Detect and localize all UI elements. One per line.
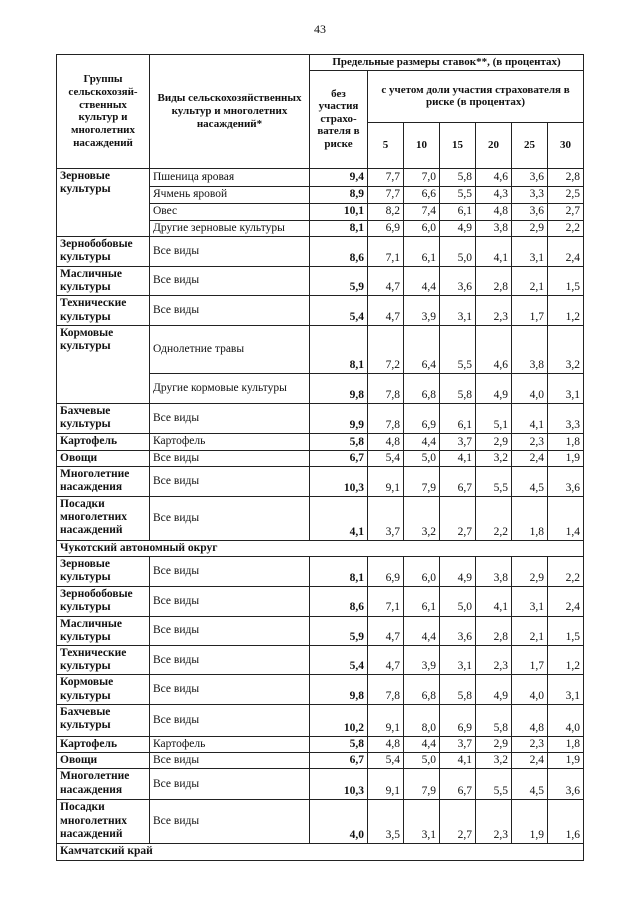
rate-with-share: 7,4 xyxy=(404,203,440,220)
rate-with-share: 6,7 xyxy=(440,466,476,496)
kind-cell: Все виды xyxy=(150,266,310,295)
rate-with-share: 2,1 xyxy=(512,616,548,645)
table-row xyxy=(57,646,584,675)
kind-cell: Все виды xyxy=(150,616,310,645)
rate-with-share: 6,8 xyxy=(404,675,440,704)
rate-with-share: 4,7 xyxy=(368,266,404,295)
share-25: 25 xyxy=(512,122,548,168)
rate-with-share: 6,1 xyxy=(440,403,476,433)
rate-with-share: 4,4 xyxy=(404,616,440,645)
rate-with-share: 2,2 xyxy=(476,496,512,540)
rate-no-share: 10,3 xyxy=(310,769,368,800)
rate-with-share: 4,3 xyxy=(476,186,512,203)
rate-with-share: 3,7 xyxy=(368,496,404,540)
rate-with-share: 3,1 xyxy=(548,675,584,704)
table-row xyxy=(57,616,584,645)
rate-with-share: 3,8 xyxy=(512,325,548,373)
rate-no-share: 4,1 xyxy=(310,496,368,540)
rate-with-share: 3,6 xyxy=(512,203,548,220)
rate-with-share: 3,1 xyxy=(512,236,548,266)
rate-with-share: 3,9 xyxy=(404,296,440,325)
table-row xyxy=(57,168,584,186)
rate-no-share: 6,7 xyxy=(310,753,368,769)
rate-with-share: 5,0 xyxy=(440,236,476,266)
group-cell: Кормовые культуры xyxy=(57,675,150,704)
header-with-share: с учетом доли участия страхователя в риске (в процентах) xyxy=(368,70,584,122)
rate-with-share: 6,1 xyxy=(440,203,476,220)
rate-with-share: 6,7 xyxy=(440,769,476,800)
table-row xyxy=(57,800,584,844)
rate-with-share: 6,9 xyxy=(440,704,476,736)
group-cell: Картофель xyxy=(57,433,150,450)
rate-with-share: 4,1 xyxy=(512,403,548,433)
kind-cell: Другие зерновые культуры xyxy=(150,220,310,236)
rate-no-share: 8,6 xyxy=(310,587,368,616)
rate-with-share: 4,5 xyxy=(512,466,548,496)
rate-with-share: 2,2 xyxy=(548,220,584,236)
kind-cell: Ячмень яровой xyxy=(150,186,310,203)
rate-with-share: 2,4 xyxy=(512,450,548,466)
rate-with-share: 5,1 xyxy=(476,403,512,433)
rate-with-share: 2,8 xyxy=(476,616,512,645)
group-cell: Бахчевые культуры xyxy=(57,403,150,433)
rate-with-share: 1,9 xyxy=(512,800,548,844)
rate-with-share: 1,4 xyxy=(548,496,584,540)
rate-with-share: 4,9 xyxy=(440,220,476,236)
kind-cell: Все виды xyxy=(150,753,310,769)
rate-no-share: 9,4 xyxy=(310,168,368,186)
rate-with-share: 2,7 xyxy=(440,496,476,540)
rate-with-share: 4,0 xyxy=(512,675,548,704)
rate-with-share: 4,6 xyxy=(476,168,512,186)
region-row xyxy=(57,844,584,860)
group-cell: Многолетние насаждения xyxy=(57,769,150,800)
kind-cell: Все виды xyxy=(150,675,310,704)
region-name: Камчатский край xyxy=(57,844,584,860)
rate-with-share: 3,5 xyxy=(368,800,404,844)
table-row xyxy=(57,736,584,752)
rate-with-share: 3,6 xyxy=(512,168,548,186)
group-cell: Посадки многолетних насаждений xyxy=(57,496,150,540)
group-cell: Зерновые культуры xyxy=(57,168,150,236)
kind-cell: Все виды xyxy=(150,769,310,800)
rate-with-share: 3,3 xyxy=(548,403,584,433)
rate-with-share: 8,0 xyxy=(404,704,440,736)
rate-no-share: 10,1 xyxy=(310,203,368,220)
rate-with-share: 4,8 xyxy=(368,736,404,752)
kind-cell: Все виды xyxy=(150,496,310,540)
table-row xyxy=(57,450,584,466)
rate-with-share: 4,7 xyxy=(368,646,404,675)
table-row xyxy=(57,587,584,616)
rate-with-share: 3,6 xyxy=(440,616,476,645)
rate-with-share: 3,7 xyxy=(440,433,476,450)
kind-cell: Все виды xyxy=(150,800,310,844)
table-row xyxy=(57,466,584,496)
share-20: 20 xyxy=(476,122,512,168)
rate-with-share: 4,7 xyxy=(368,616,404,645)
rate-with-share: 4,5 xyxy=(512,769,548,800)
table-row xyxy=(57,557,584,587)
rate-with-share: 7,7 xyxy=(368,186,404,203)
table-row xyxy=(57,296,584,325)
header-kind: Виды сельскохозяйственных культур и многолетних насаждений* xyxy=(150,55,310,169)
rate-no-share: 10,2 xyxy=(310,704,368,736)
rate-with-share: 2,9 xyxy=(476,736,512,752)
rate-with-share: 4,9 xyxy=(440,557,476,587)
group-cell: Масличные культуры xyxy=(57,266,150,295)
group-cell: Зернобобовые культуры xyxy=(57,587,150,616)
group-cell: Масличные культуры xyxy=(57,616,150,645)
rate-with-share: 1,9 xyxy=(548,450,584,466)
rate-with-share: 1,8 xyxy=(548,433,584,450)
rate-with-share: 4,0 xyxy=(548,704,584,736)
rate-with-share: 3,1 xyxy=(404,800,440,844)
rate-with-share: 3,1 xyxy=(440,296,476,325)
rate-with-share: 4,4 xyxy=(404,736,440,752)
kind-cell: Пшеница яровая xyxy=(150,168,310,186)
rate-with-share: 2,3 xyxy=(512,433,548,450)
group-cell: Технические культуры xyxy=(57,646,150,675)
rate-with-share: 9,1 xyxy=(368,704,404,736)
rate-with-share: 5,5 xyxy=(440,186,476,203)
rate-with-share: 5,5 xyxy=(440,325,476,373)
rate-with-share: 6,9 xyxy=(368,220,404,236)
rate-with-share: 3,9 xyxy=(404,646,440,675)
rate-no-share: 9,8 xyxy=(310,675,368,704)
rate-no-share: 6,7 xyxy=(310,450,368,466)
rate-with-share: 2,4 xyxy=(512,753,548,769)
rate-with-share: 7,7 xyxy=(368,168,404,186)
rate-with-share: 2,9 xyxy=(476,433,512,450)
rate-with-share: 7,9 xyxy=(404,466,440,496)
rate-with-share: 1,5 xyxy=(548,616,584,645)
rate-with-share: 4,4 xyxy=(404,266,440,295)
share-5: 5 xyxy=(368,122,404,168)
rate-with-share: 6,9 xyxy=(404,403,440,433)
rate-with-share: 2,3 xyxy=(512,736,548,752)
rate-with-share: 1,8 xyxy=(548,736,584,752)
rate-with-share: 1,5 xyxy=(548,266,584,295)
rate-with-share: 5,0 xyxy=(440,587,476,616)
rate-with-share: 7,8 xyxy=(368,373,404,403)
rate-no-share: 5,8 xyxy=(310,736,368,752)
rate-no-share: 8,6 xyxy=(310,236,368,266)
rate-with-share: 2,4 xyxy=(548,236,584,266)
group-cell: Зернобобовые культуры xyxy=(57,236,150,266)
rate-with-share: 4,8 xyxy=(512,704,548,736)
rate-with-share: 4,9 xyxy=(476,675,512,704)
rate-no-share: 5,4 xyxy=(310,646,368,675)
rate-with-share: 8,2 xyxy=(368,203,404,220)
kind-cell: Все виды xyxy=(150,466,310,496)
rate-with-share: 2,9 xyxy=(512,220,548,236)
table-row xyxy=(57,403,584,433)
table-row xyxy=(57,266,584,295)
rate-with-share: 6,0 xyxy=(404,220,440,236)
rate-with-share: 6,8 xyxy=(404,373,440,403)
rate-with-share: 6,1 xyxy=(404,236,440,266)
table-row xyxy=(57,236,584,266)
rate-with-share: 3,1 xyxy=(548,373,584,403)
kind-cell: Все виды xyxy=(150,296,310,325)
rate-with-share: 2,4 xyxy=(548,587,584,616)
group-cell: Овощи xyxy=(57,753,150,769)
group-cell: Посадки многолетних насаждений xyxy=(57,800,150,844)
rate-with-share: 6,9 xyxy=(368,557,404,587)
rate-with-share: 3,6 xyxy=(548,466,584,496)
share-30: 30 xyxy=(548,122,584,168)
group-cell: Овощи xyxy=(57,450,150,466)
rate-with-share: 2,8 xyxy=(548,168,584,186)
rate-no-share: 5,9 xyxy=(310,266,368,295)
table-row xyxy=(57,496,584,540)
rate-with-share: 7,1 xyxy=(368,236,404,266)
rate-with-share: 3,8 xyxy=(476,557,512,587)
rate-with-share: 2,8 xyxy=(476,266,512,295)
rate-with-share: 6,1 xyxy=(404,587,440,616)
rate-no-share: 4,0 xyxy=(310,800,368,844)
rate-with-share: 2,7 xyxy=(548,203,584,220)
table-row xyxy=(57,769,584,800)
rate-no-share: 8,9 xyxy=(310,186,368,203)
table-row xyxy=(57,433,584,450)
rate-no-share: 10,3 xyxy=(310,466,368,496)
rate-with-share: 5,4 xyxy=(368,753,404,769)
rate-with-share: 9,1 xyxy=(368,466,404,496)
group-cell: Бахчевые культуры xyxy=(57,704,150,736)
kind-cell: Картофель xyxy=(150,433,310,450)
rate-with-share: 5,8 xyxy=(440,373,476,403)
rate-with-share: 4,1 xyxy=(440,450,476,466)
rate-with-share: 2,3 xyxy=(476,646,512,675)
region-name: Чукотский автономный округ xyxy=(57,540,584,556)
rate-with-share: 2,2 xyxy=(548,557,584,587)
kind-cell: Другие кормовые культуры xyxy=(150,373,310,403)
kind-cell: Однолетние травы xyxy=(150,325,310,373)
share-15: 15 xyxy=(440,122,476,168)
rate-with-share: 5,0 xyxy=(404,753,440,769)
kind-cell: Все виды xyxy=(150,403,310,433)
group-cell: Картофель xyxy=(57,736,150,752)
kind-cell: Все виды xyxy=(150,557,310,587)
rate-with-share: 4,4 xyxy=(404,433,440,450)
rate-with-share: 7,9 xyxy=(404,769,440,800)
kind-cell: Все виды xyxy=(150,704,310,736)
rate-with-share: 2,5 xyxy=(548,186,584,203)
rate-no-share: 5,9 xyxy=(310,616,368,645)
rate-with-share: 7,8 xyxy=(368,403,404,433)
rate-with-share: 3,2 xyxy=(476,753,512,769)
rate-with-share: 2,7 xyxy=(440,800,476,844)
rate-with-share: 3,2 xyxy=(404,496,440,540)
rate-with-share: 2,1 xyxy=(512,266,548,295)
kind-cell: Овес xyxy=(150,203,310,220)
header-group: Группы сельскохозяй-ственных культур и многолетних насаждений xyxy=(57,55,150,169)
rate-with-share: 4,1 xyxy=(476,587,512,616)
table-row xyxy=(57,325,584,373)
rate-with-share: 1,7 xyxy=(512,646,548,675)
kind-cell: Все виды xyxy=(150,646,310,675)
kind-cell: Все виды xyxy=(150,236,310,266)
rate-with-share: 5,8 xyxy=(440,675,476,704)
rate-with-share: 5,8 xyxy=(440,168,476,186)
rate-with-share: 4,8 xyxy=(476,203,512,220)
rate-with-share: 4,0 xyxy=(512,373,548,403)
rate-no-share: 5,8 xyxy=(310,433,368,450)
rate-with-share: 6,6 xyxy=(404,186,440,203)
rate-with-share: 5,5 xyxy=(476,769,512,800)
rate-with-share: 4,1 xyxy=(440,753,476,769)
kind-cell: Все виды xyxy=(150,450,310,466)
region-row xyxy=(57,540,584,556)
rate-with-share: 7,2 xyxy=(368,325,404,373)
rate-no-share: 5,4 xyxy=(310,296,368,325)
rate-no-share: 9,9 xyxy=(310,403,368,433)
table-row xyxy=(57,753,584,769)
rate-with-share: 4,9 xyxy=(476,373,512,403)
rate-with-share: 2,3 xyxy=(476,800,512,844)
group-cell: Кормовые культуры xyxy=(57,325,150,403)
rate-with-share: 1,7 xyxy=(512,296,548,325)
rate-with-share: 4,8 xyxy=(368,433,404,450)
rate-with-share: 3,7 xyxy=(440,736,476,752)
header-rates: Предельные размеры ставок**, (в процентах) xyxy=(310,55,584,71)
rate-with-share: 3,2 xyxy=(548,325,584,373)
rate-with-share: 3,6 xyxy=(548,769,584,800)
rate-with-share: 3,1 xyxy=(440,646,476,675)
table-row xyxy=(57,675,584,704)
rate-with-share: 4,1 xyxy=(476,236,512,266)
rate-with-share: 3,2 xyxy=(476,450,512,466)
rate-with-share: 1,2 xyxy=(548,646,584,675)
kind-cell: Все виды xyxy=(150,587,310,616)
rate-with-share: 6,0 xyxy=(404,557,440,587)
rate-no-share: 8,1 xyxy=(310,557,368,587)
rate-no-share: 8,1 xyxy=(310,325,368,373)
group-cell: Зерновые культуры xyxy=(57,557,150,587)
rate-with-share: 5,0 xyxy=(404,450,440,466)
rate-with-share: 1,8 xyxy=(512,496,548,540)
rate-with-share: 4,7 xyxy=(368,296,404,325)
rate-with-share: 1,6 xyxy=(548,800,584,844)
table-body xyxy=(57,168,584,860)
rate-no-share: 8,1 xyxy=(310,220,368,236)
rate-with-share: 6,4 xyxy=(404,325,440,373)
rate-with-share: 3,6 xyxy=(440,266,476,295)
kind-cell: Картофель xyxy=(150,736,310,752)
rate-with-share: 3,8 xyxy=(476,220,512,236)
group-cell: Технические культуры xyxy=(57,296,150,325)
page-number: 43 xyxy=(314,22,326,36)
rate-with-share: 5,5 xyxy=(476,466,512,496)
rate-with-share: 1,2 xyxy=(548,296,584,325)
insurance-rates-table xyxy=(56,54,584,861)
rate-with-share: 2,3 xyxy=(476,296,512,325)
rate-with-share: 4,6 xyxy=(476,325,512,373)
rate-with-share: 5,4 xyxy=(368,450,404,466)
rate-with-share: 1,9 xyxy=(548,753,584,769)
share-10: 10 xyxy=(404,122,440,168)
rate-with-share: 3,1 xyxy=(512,587,548,616)
rate-no-share: 9,8 xyxy=(310,373,368,403)
rate-with-share: 7,0 xyxy=(404,168,440,186)
header-no-share: без участия страхо-вателя в риске xyxy=(310,70,368,168)
rate-with-share: 3,3 xyxy=(512,186,548,203)
rate-with-share: 7,8 xyxy=(368,675,404,704)
rate-with-share: 7,1 xyxy=(368,587,404,616)
rate-with-share: 2,9 xyxy=(512,557,548,587)
rate-with-share: 5,8 xyxy=(476,704,512,736)
rate-with-share: 9,1 xyxy=(368,769,404,800)
table-row xyxy=(57,704,584,736)
group-cell: Многолетние насаждения xyxy=(57,466,150,496)
